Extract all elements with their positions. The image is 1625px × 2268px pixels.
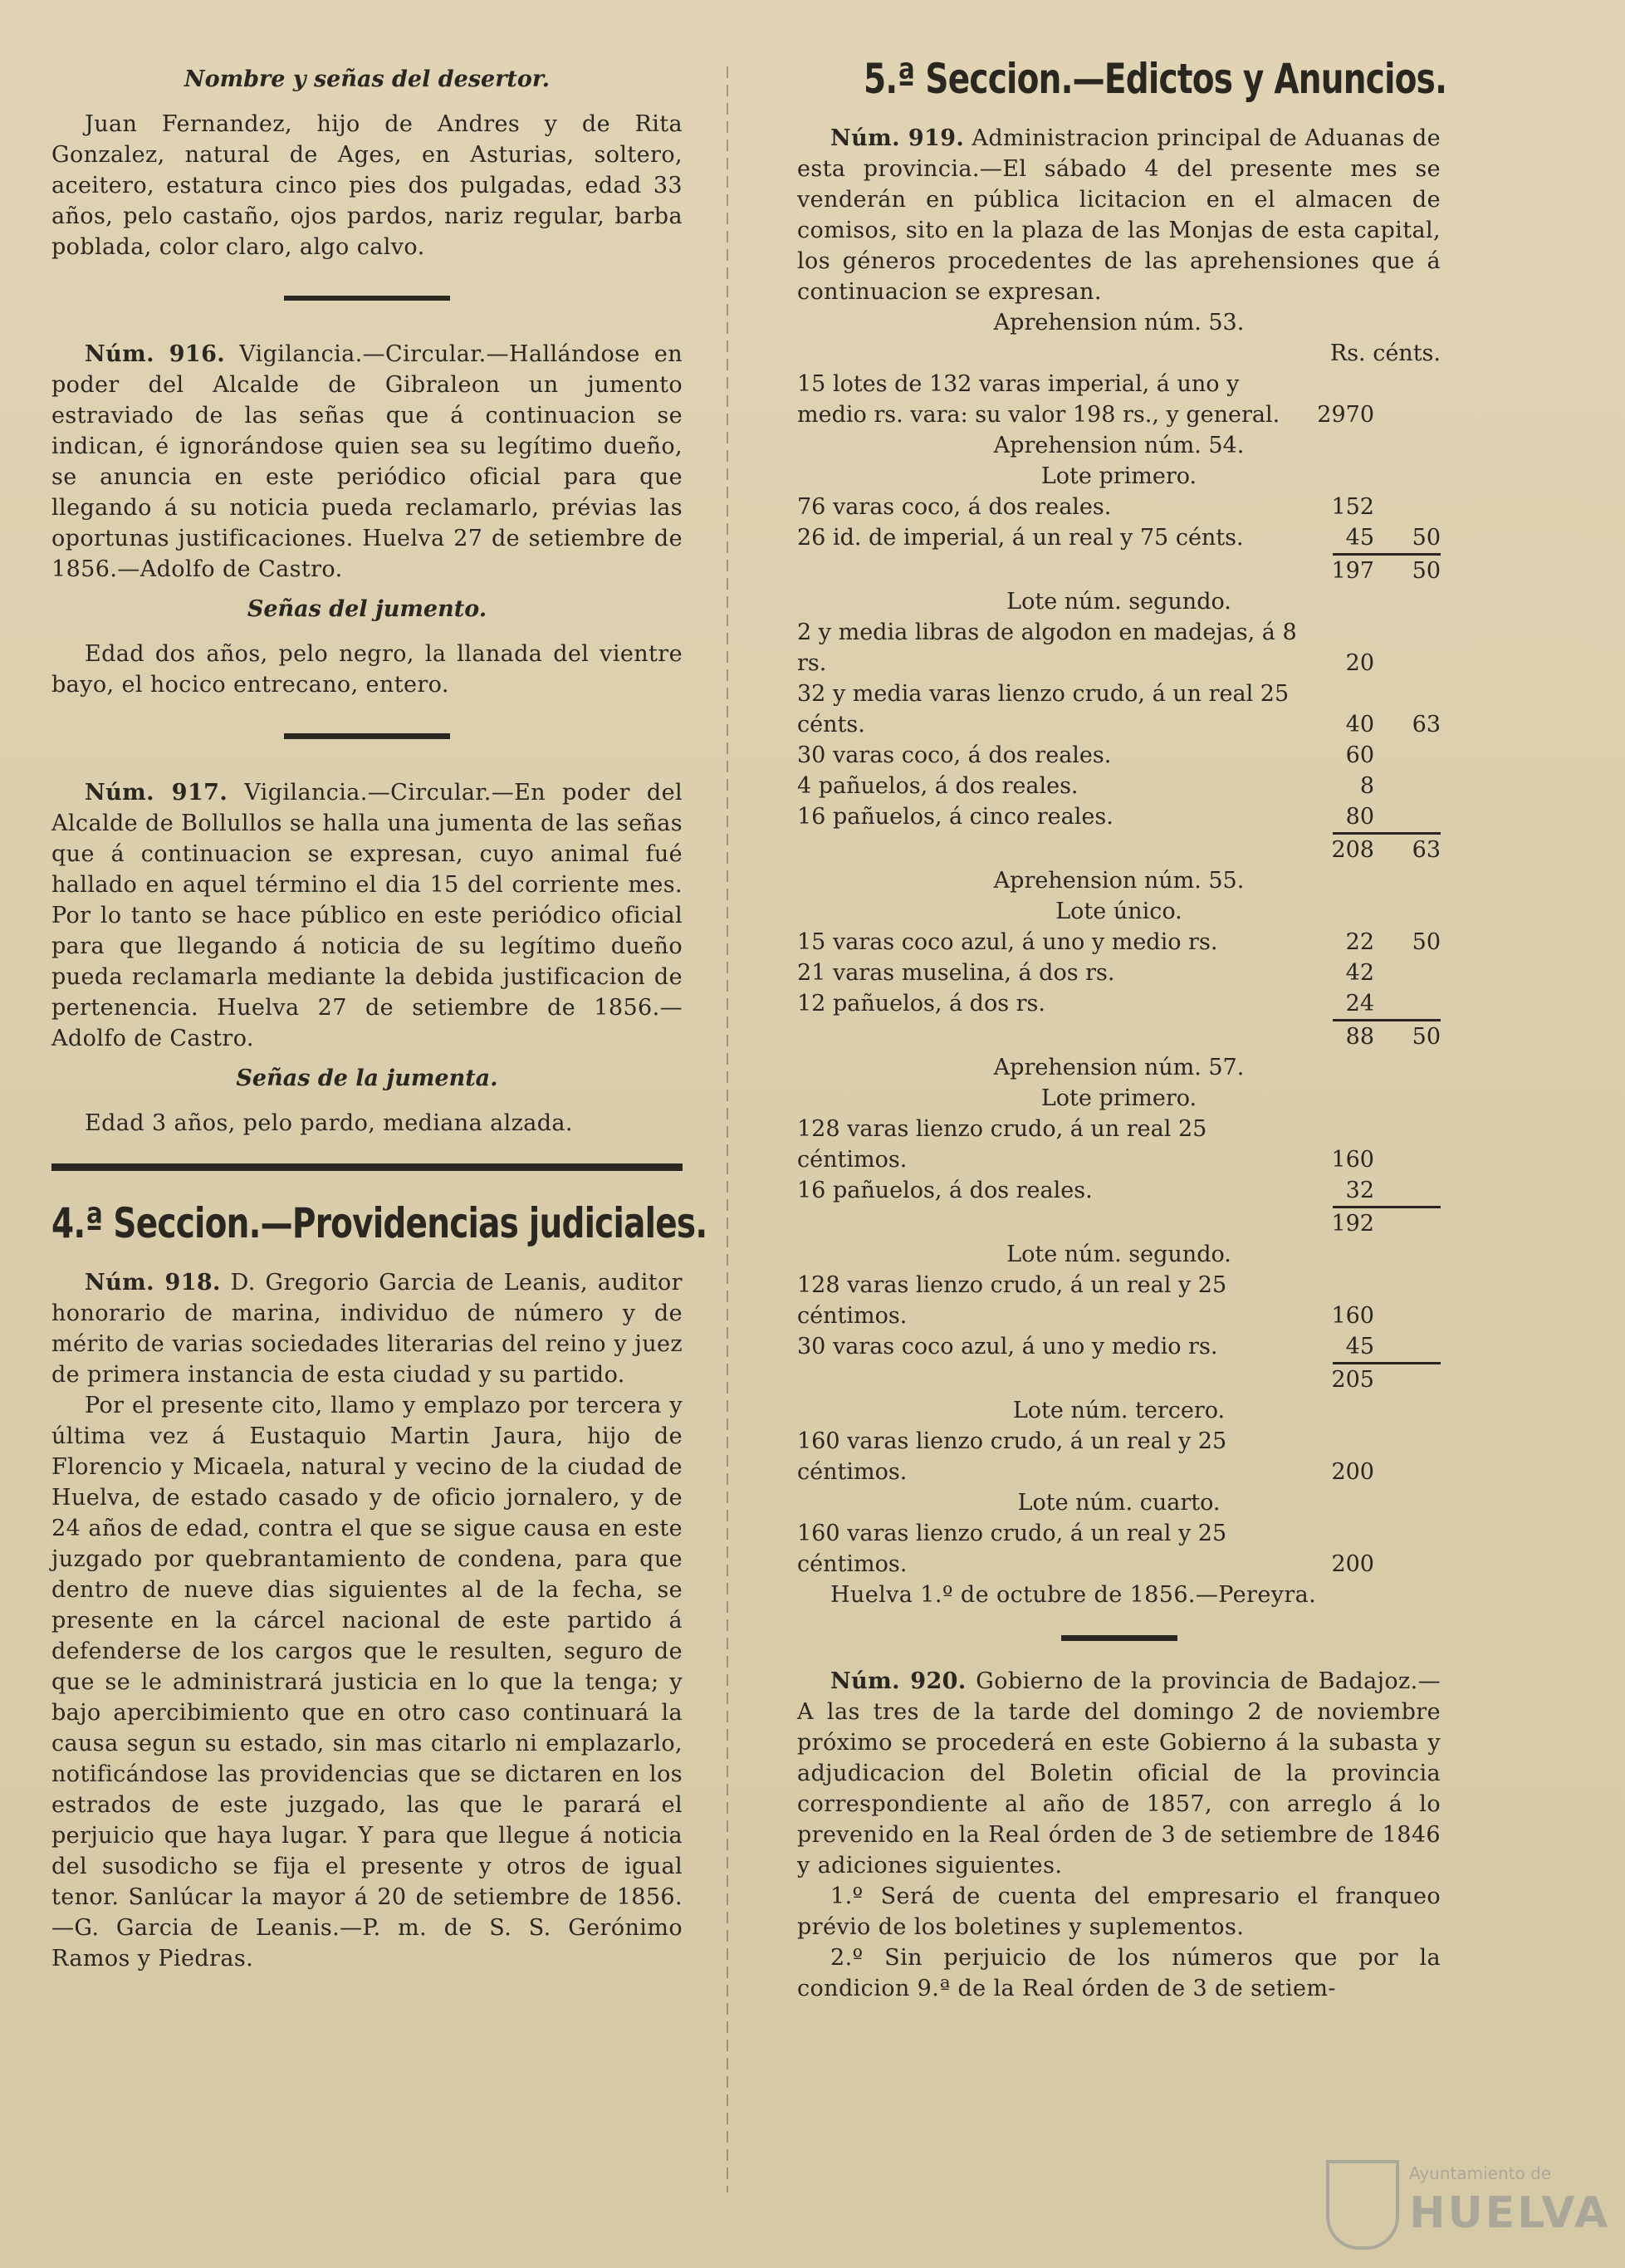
item-ce: 63	[1412, 712, 1441, 737]
item-rs: 24	[1345, 991, 1374, 1016]
notice-917-number: Núm. 917.	[85, 780, 228, 806]
lote-segundo: Lote núm. segundo.	[1006, 589, 1231, 615]
item-desc: 128 varas lienzo crudo, á un real y 25 céntimos.	[797, 1272, 1227, 1329]
item-row	[797, 927, 1441, 958]
item-desc: 76 varas coco, á dos reales.	[797, 494, 1112, 520]
notice-919-signature: Huelva 1.º de octubre de 1856.—Pereyra.	[830, 1582, 1317, 1608]
item-rs: 20	[1345, 650, 1374, 676]
notice-918-text: D. Gregorio Garcia de Leanis, auditor honorario de marina, individuo de número y de mérito de varias sociedades literarias del reino y juez de primera instancia de esta ciudad y su partido.	[51, 1270, 683, 1388]
item-desc: 4 pañuelos, á dos reales.	[797, 773, 1079, 799]
item-rs: 80	[1345, 804, 1374, 830]
total-ce: 50	[1412, 558, 1441, 584]
lote-tercero: Lote núm. tercero.	[1012, 1398, 1226, 1423]
jumento-text: Edad dos años, pelo negro, la llanada del vientre bayo, el hocico entrecano, entero.	[51, 641, 683, 698]
item-row	[797, 1270, 1441, 1331]
item-desc: 128 varas lienzo crudo, á un real 25 céntimos.	[797, 1116, 1207, 1173]
item-row	[797, 1114, 1441, 1175]
lote-primero: Lote primero.	[1040, 1085, 1197, 1111]
item-desc: 32 y media varas lienzo crudo, á un real 25 cénts.	[797, 681, 1290, 737]
lote-cuarto: Lote núm. cuarto.	[1017, 1490, 1221, 1516]
item-desc: 16 pañuelos, á cinco reales.	[797, 804, 1114, 830]
item-row	[797, 617, 1441, 678]
total-rs: 197	[1331, 558, 1374, 584]
lote-segundo: Lote núm. segundo.	[1006, 1242, 1231, 1267]
ap57-lote2-list	[797, 1270, 1441, 1362]
notice-920-point-1: 1.º Será de cuenta del empresario el franqueo prévio de los boletines y suplementos.	[797, 1883, 1441, 1940]
notice-918-body: Por el presente cito, llamo y emplazo por tercera y última vez á Eustaquio Martin Jaura, hijo de Florencio y Micaela, natural y vecino de la ciudad de Huelva, de estado casado y de oficio jornalero, y de 24 años de edad, contra el que se sigue causa en este juzgado por quebrantamiento de condena, para que dentro de nueve dias siguientes al de la fecha, se presente en la cárcel nacional de este partido á defenderse de los cargos que le resulten, seguro de que se le administrará justicia en lo que la tenga; y bajo apercibimiento que en otro caso continuará la causa segun su estado, sin mas citarlo ni emplazarlo, notificándose las providencias que se dictaren en los estrados de este juzgado, las que le parará el perjuicio que haya lugar. Y para que llegue á noticia del susodicho se fija el presente y otros de igual tenor. Sanlúcar la mayor á 20 de setiembre de 1856.—G. Garcia de Leanis.—P. m. de S. S. Gerónimo Ramos y Piedras.	[51, 1393, 683, 1972]
item-rs: 40	[1345, 712, 1374, 737]
archive-watermark	[1318, 2152, 1611, 2251]
item-row	[797, 1175, 1441, 1206]
item-desc: 30 varas coco azul, á uno y medio rs.	[797, 1334, 1218, 1359]
item-row	[797, 1331, 1441, 1362]
short-rule	[284, 733, 450, 739]
ap54-lote1-list	[797, 492, 1441, 553]
column-header-label: Rs. cénts.	[1329, 340, 1441, 366]
notice-919-number: Núm. 919.	[830, 125, 965, 151]
total-rs: 205	[1331, 1367, 1374, 1393]
section-4-title: 4.ª Seccion.—Providencias judiciales.	[51, 1199, 707, 1247]
total-rs: 88	[1345, 1024, 1374, 1050]
short-rule	[1061, 1635, 1177, 1641]
ap53-rs: 2970	[1317, 402, 1374, 428]
ap54-lote1-total	[797, 556, 1441, 586]
item-desc: 160 varas lienzo crudo, á un real y 25 céntimos.	[797, 1428, 1227, 1485]
lote-primero: Lote primero.	[1040, 463, 1197, 489]
item-desc: 26 id. de imperial, á un real y 75 cénts.	[797, 525, 1244, 551]
item-rs: 32	[1345, 1178, 1374, 1203]
total-rs: 208	[1331, 837, 1374, 863]
item-desc: 15 varas coco azul, á uno y medio rs.	[797, 929, 1218, 955]
item-row	[797, 522, 1441, 553]
notice-919-text: Administracion principal de Aduanas de esta provincia.—El sábado 4 del presente mes se venderán en pública licitacion en el almacen de comisos, sito en la plaza de las Monjas de esta capital, los géneros procedentes de las aprehensiones que á continuacion se expresan.	[797, 125, 1441, 305]
item-rs: 22	[1345, 929, 1374, 955]
item-rs: 160	[1331, 1147, 1374, 1173]
deserter-text: Juan Fernandez, hijo de Andres y de Rita Gonzalez, natural de Ages, en Asturias, soltero, aceitero, estatura cinco pies dos pulgadas, edad 33 años, pelo castaño, ojos pardos, nariz regular, barba poblada, color claro, algo calvo.	[51, 111, 683, 260]
item-row	[797, 801, 1441, 832]
long-rule	[51, 1163, 683, 1171]
ap54-lote2-total	[797, 835, 1441, 865]
column-divider	[727, 66, 728, 2192]
item-row	[797, 988, 1441, 1019]
watermark-line1: Ayuntamiento de	[1409, 2163, 1552, 2183]
ap54-lote2-list	[797, 617, 1441, 832]
item-ce: 50	[1412, 929, 1441, 955]
jumenta-text: Edad 3 años, pelo pardo, mediana alzada.	[85, 1110, 573, 1136]
item-desc: 21 varas muselina, á dos rs.	[797, 960, 1115, 986]
item-rs: 42	[1345, 960, 1374, 986]
item-row	[797, 1518, 1441, 1580]
aprehension-54-heading: Aprehension núm. 54.	[993, 433, 1245, 458]
notice-920-point-2: 2.º Sin perjuicio de los números que por la condicion 9.ª de la Real órden de 3 de setiem-	[797, 1945, 1441, 2001]
total-ce: 63	[1412, 837, 1441, 863]
item-ce: 50	[1412, 525, 1441, 551]
total-rs: 192	[1331, 1211, 1374, 1237]
ap57-lote1-total	[797, 1208, 1441, 1239]
lote-unico: Lote único.	[1055, 899, 1182, 924]
item-row	[797, 1426, 1441, 1487]
notice-917-text: Vigilancia.—Circular.—En poder del Alcalde de Bollullos se halla una jumenta de las señas que á continuacion se expresan, cuyo animal fué hallado en aquel término el dia 15 del corriente mes. Por lo tanto se hace público en este periódico oficial para que llegando á noticia de su legítimo dueño pueda reclamarla mediante la debida justificacion de pertenencia. Huelva 27 de setiembre de 1856.—Adolfo de Castro.	[51, 780, 683, 1051]
item-desc: 2 y media libras de algodon en madejas, á 8 rs.	[797, 620, 1297, 676]
item-rs: 8	[1359, 773, 1374, 799]
heading-jumento: Señas del jumento.	[247, 596, 487, 622]
notice-918	[51, 1267, 683, 1390]
notice-918-number: Núm. 918.	[85, 1270, 221, 1296]
heading-deserter: Nombre y señas del desertor.	[184, 66, 551, 92]
aprehension-55-heading: Aprehension núm. 55.	[993, 868, 1245, 894]
notice-920	[797, 1666, 1441, 1881]
item-desc: 16 pañuelos, á dos reales.	[797, 1178, 1093, 1203]
item-rs: 60	[1345, 742, 1374, 768]
column-header	[797, 338, 1441, 369]
item-desc: 12 pañuelos, á dos rs.	[797, 991, 1045, 1016]
ap57-lote1-list	[797, 1114, 1441, 1206]
short-rule	[284, 296, 450, 301]
item-row	[797, 492, 1441, 522]
aprehension-57-heading: Aprehension núm. 57.	[993, 1055, 1245, 1080]
notice-920-text: Gobierno de la provincia de Badajoz.—A las tres de la tarde del domingo 2 de noviembre próximo se procederá en este Gobierno á la subasta y adjudicacion del Boletin oficial de la provincia correspondiente al año de 1857, con arreglo á lo prevenido en la Real órden de 3 de setiembre de 1846 y adiciones siguientes.	[797, 1668, 1441, 1879]
item-row	[797, 740, 1441, 771]
item-rs: 152	[1331, 494, 1374, 520]
total-ce	[1374, 1364, 1441, 1395]
item-desc: 30 varas coco, á dos reales.	[797, 742, 1112, 768]
watermark-line2: HUELVA	[1409, 2188, 1611, 2238]
notice-916-text: Vigilancia.—Circular.—Hallándose en poder del Alcalde de Gibraleon un jumento estraviado de las señas que á continuacion se indican, é ignorándose quien sea su legítimo dueño, se anuncia en este periódico oficial para que llegando á su noticia pueda reclamarlo, prévias las oportunas justificaciones. Huelva 27 de setiembre de 1856.—Adolfo de Castro.	[51, 341, 683, 582]
ap53-desc: 15 lotes de 132 varas imperial, á uno y medio rs. vara: su valor 198 rs., y general.	[797, 371, 1280, 428]
total-ce	[1374, 1208, 1441, 1239]
item-rs: 160	[1331, 1303, 1374, 1329]
ap57-lote3-list	[797, 1426, 1441, 1487]
section-5-title: 5.ª Seccion.—Edictos y Anuncios.	[864, 55, 1447, 103]
item-rs: 200	[1331, 1551, 1374, 1577]
item-row	[797, 958, 1441, 988]
item-desc: 160 varas lienzo crudo, á un real y 25 céntimos.	[797, 1521, 1227, 1577]
notice-917	[51, 777, 683, 1054]
total-ce: 50	[1412, 1024, 1441, 1050]
item-row	[797, 678, 1441, 740]
item-rs: 45	[1345, 525, 1374, 551]
aprehension-53-heading: Aprehension núm. 53.	[993, 310, 1245, 336]
notice-919	[797, 123, 1441, 307]
ap55-list	[797, 927, 1441, 1019]
ap55-total	[797, 1021, 1441, 1052]
item-row	[797, 771, 1441, 801]
item-rs: 200	[1331, 1459, 1374, 1485]
left-column	[51, 50, 707, 1974]
item-rs: 45	[1345, 1334, 1374, 1359]
ap57-lote4-list	[797, 1518, 1441, 1580]
ap53-row	[797, 369, 1441, 430]
ap57-lote2-total	[797, 1364, 1441, 1395]
right-column	[797, 50, 1447, 2004]
heading-jumenta: Señas de la jumenta.	[236, 1065, 498, 1091]
notice-916-number: Núm. 916.	[85, 341, 226, 367]
notice-920-number: Núm. 920.	[830, 1668, 967, 1694]
shield-icon	[1326, 2160, 1399, 2250]
notice-916	[51, 339, 683, 585]
